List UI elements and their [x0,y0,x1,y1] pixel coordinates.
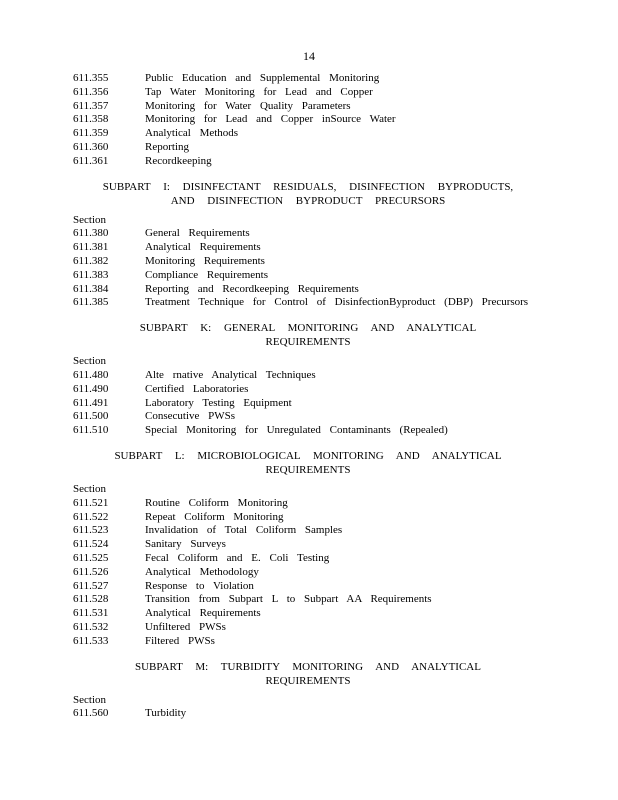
lead-section-list [73,72,543,169]
section-number: 611.357 [73,99,109,112]
section-number: 611.522 [73,510,109,523]
section-label: Section [73,213,106,226]
section-title: Invalidation of Total Coliform Samples [145,524,343,537]
section-number: 611.525 [73,551,109,564]
section-title: Monitoring Requirements [145,254,265,267]
subpart-m [73,660,543,722]
section-number: 611.491 [73,396,109,409]
subpart-heading-line: REQUIREMENTS [265,463,351,476]
subpart-heading-line: SUBPART I: DISINFECTANT RESIDUALS, DISINFECTION BYPRODUCTS, [102,180,514,193]
section-title: Unfiltered PWSs [145,620,226,633]
list-item [73,511,543,525]
subpart-heading-line: SUBPART K: GENERAL MONITORING AND ANALYTICAL [139,322,477,335]
list-item [73,283,543,297]
section-title: Routine Coliform Monitoring [145,496,288,509]
section-number: 611.380 [73,227,109,240]
subpart-heading [73,660,543,688]
list-item [73,241,543,255]
section-number: 611.382 [73,254,109,267]
list-item [73,607,543,621]
section-title: General Requirements [145,227,250,240]
subpart-k [73,321,543,438]
list-item [73,621,543,635]
list-item [73,566,543,580]
section-title: Recordkeeping [145,154,212,167]
section-number: 611.356 [73,85,109,98]
section-title: Analytical Methods [145,127,239,140]
list-item [73,707,543,721]
subpart-heading-line: REQUIREMENTS [265,674,351,687]
list-item [73,113,543,127]
section-title: Analytical Methodology [145,565,259,578]
list-item [73,255,543,269]
list-item [73,227,543,241]
subpart-heading [73,180,543,208]
subpart-l [73,449,543,649]
section-number: 611.500 [73,410,109,423]
list-item [73,538,543,552]
section-number: 611.383 [73,268,109,281]
section-title: Laboratory Testing Equipment [145,396,292,409]
section-number: 611.527 [73,579,109,592]
list-item [73,383,543,397]
section-number: 611.526 [73,565,109,578]
list-item [73,369,543,383]
section-number: 611.355 [73,72,109,84]
section-title: Monitoring for Lead and Copper inSource Water [145,113,396,126]
section-title: Turbidity [145,707,187,720]
section-title: Compliance Requirements [145,268,268,281]
table-of-contents [73,72,543,721]
list-item [73,86,543,100]
section-title: Certified Laboratories [145,382,249,395]
section-title: Treatment Technique for Control of DisinfectionByproduct (DBP) Precursors [145,296,529,309]
section-title: Repeat Coliform Monitoring [145,510,284,523]
list-item [73,269,543,283]
section-number: 611.480 [73,368,109,381]
subpart-heading-line: SUBPART M: TURBIDITY MONITORING AND ANALYTICAL [135,660,481,673]
list-item [73,635,543,649]
section-number: 611.384 [73,282,109,295]
section-number: 611.528 [73,593,109,606]
section-title: Transition from Subpart L to Subpart AA Requirements [145,593,432,606]
subpart-heading-line: AND DISINFECTION BYPRODUCT PRECURSORS [170,194,446,207]
list-item [73,580,543,594]
list-item [73,127,543,141]
section-title: Monitoring for Water Quality Parameters [145,99,351,112]
list-item [73,410,543,424]
list-item [73,155,543,169]
subpart-heading [73,321,543,349]
section-number: 611.523 [73,524,109,537]
section-title: Fecal Coliform and E. Coli Testing [145,551,330,564]
page-number: 14 [303,49,315,63]
section-number: 611.361 [73,154,109,167]
section-number: 611.531 [73,607,109,620]
section-number: 611.385 [73,296,109,309]
list-item [73,397,543,411]
section-title: Response to Violation [145,579,254,592]
section-number: 611.510 [73,424,109,437]
section-number: 611.359 [73,127,109,140]
subpart-heading-line: REQUIREMENTS [265,336,351,349]
section-title: Analytical Requirements [145,607,261,620]
section-number: 611.490 [73,382,109,395]
section-number: 611.521 [73,496,109,509]
subpart-i [73,180,543,311]
section-title: Alte rnative Analytical Techniques [145,368,316,381]
section-number: 611.560 [73,707,109,720]
section-number: 611.524 [73,538,109,551]
subpart-heading [73,449,543,477]
section-title: Reporting [145,140,189,153]
list-item [73,552,543,566]
subpart-heading-line: SUBPART L: MICROBIOLOGICAL MONITORING AND ANALYTICAL [114,449,502,462]
list-item [73,524,543,538]
list-item [73,72,543,86]
section-label: Section [73,355,106,368]
section-title: Consecutive PWSs [145,410,236,423]
section-number: 611.360 [73,140,109,153]
list-item [73,497,543,511]
section-label: Section [73,482,106,495]
list-item [73,424,543,438]
section-title: Sanitary Surveys [145,538,226,551]
section-number: 611.358 [73,113,109,126]
section-title: Analytical Requirements [145,241,261,254]
section-number: 611.532 [73,620,109,633]
section-title: Tap Water Monitoring for Lead and Copper [145,85,373,98]
section-title: Special Monitoring for Unregulated Contaminants (Repealed) [145,424,448,437]
list-item [73,296,543,310]
list-item [73,141,543,155]
list-item [73,593,543,607]
section-title: Filtered PWSs [145,634,215,647]
section-number: 611.381 [73,241,109,254]
section-title: Reporting and Recordkeeping Requirements [145,282,359,295]
section-title: Public Education and Supplemental Monitoring [145,72,380,84]
section-label: Section [73,693,106,706]
list-item [73,100,543,114]
section-number: 611.533 [73,634,109,647]
